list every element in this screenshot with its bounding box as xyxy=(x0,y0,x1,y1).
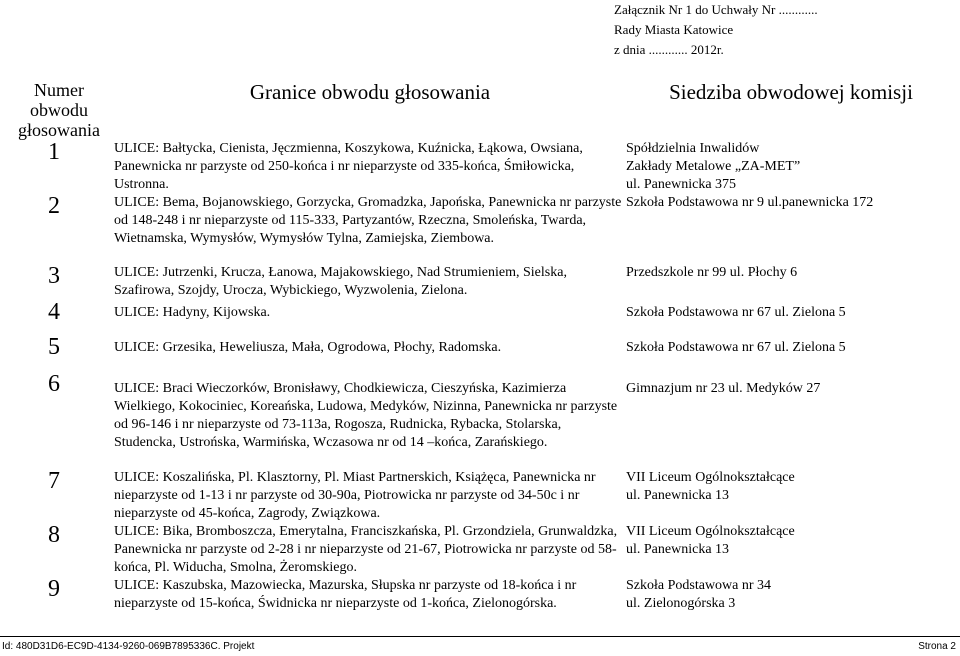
seat-line: Przedszkole nr 99 ul. Płochy 6 xyxy=(626,265,798,280)
commission-seat xyxy=(626,577,956,631)
seat-line: ul. Panewnicka 13 xyxy=(626,488,730,503)
district-number: 8 xyxy=(48,522,60,548)
district-boundaries: ULICE: Jutrzenki, Krucza, Łanowa, Majakowskiego, Nad Strumieniem, Sielska, Szafirowa, Szojdy, Urocza, Wybickiego, Wyzwolenia, Zielona. xyxy=(114,265,567,298)
seat-line: Zakłady Metalowe „ZA-MET” xyxy=(626,159,801,174)
commission-seat xyxy=(626,523,956,577)
seat-line: Gimnazjum nr 23 ul. Medyków 27 xyxy=(626,381,821,396)
attachment-line-3: z dnia ............ 2012r. xyxy=(614,42,724,57)
commission-seat xyxy=(626,469,956,523)
table-row xyxy=(4,523,956,577)
table-header-row xyxy=(4,80,956,140)
district-boundaries: ULICE: Bika, Bromboszcza, Emerytalna, Franciszkańska, Pl. Grzondziela, Grunwaldzka, Panewnicka nr parzyste od 2-28 i nr nieparzyste od 21-67, Piotrowicka nr parzyste od 58-końca, Pl. Widucha, Smolna, Żeromskiego. xyxy=(114,524,618,575)
district-boundaries: ULICE: Bałtycka, Cienista, Jęczmienna, Koszykowa, Kuźnicka, Łąkowa, Owsiana, Panewnicka nr parzyste od 250-końca i nr nieparzyste od 335-końca, Śmiłowicka, Ustronna. xyxy=(114,141,583,192)
district-number: 7 xyxy=(48,468,60,494)
header-district-number: Numer obwodu głosowania xyxy=(18,80,100,140)
district-number: 4 xyxy=(48,299,60,325)
document-id: Id: 480D31D6-EC9D-4134-9260-069B7895336C. Projekt xyxy=(2,641,255,652)
attachment-line-2: Rady Miasta Katowice xyxy=(614,22,734,37)
seat-line: VII Liceum Ogólnokształcące xyxy=(626,524,795,539)
header-district-boundaries: Granice obwodu głosowania xyxy=(249,80,491,104)
footer-divider xyxy=(0,636,960,637)
seat-line: ul. Zielonogórska 3 xyxy=(626,596,736,611)
table-row xyxy=(4,372,956,469)
district-number: 9 xyxy=(48,576,60,602)
districts-table xyxy=(4,80,956,631)
page-number: Strona 2 xyxy=(918,641,956,652)
district-boundaries: ULICE: Koszalińska, Pl. Klasztorny, Pl. Miast Partnerskich, Książęca, Panewnicka nr nieparzyste od 1-13 i nr parzyste od 30-90a, Piotrowicka nr parzyste od 34-50c i nr nieparzyste od 45-końca, Zagrody, Związkowa. xyxy=(114,470,596,521)
commission-seat xyxy=(626,300,956,335)
district-number: 2 xyxy=(48,193,60,219)
commission-seat xyxy=(626,335,956,372)
district-boundaries: ULICE: Bema, Bojanowskiego, Gorzycka, Gromadzka, Japońska, Panewnicka nr parzyste od 148-248 i nr nieparzyste od 115-333, Partyzantów, Rzeczna, Smoleńska, Twarda, Wietnamska, Wymysłów, Wymysłów Tylna, Zamiejska, Ziembowa. xyxy=(114,195,622,246)
district-number: 1 xyxy=(48,139,60,165)
table-row xyxy=(4,140,956,194)
table-row xyxy=(4,300,956,335)
attachment-note xyxy=(614,0,934,60)
district-boundaries: ULICE: Braci Wieczorków, Bronisławy, Chodkiewicza, Cieszyńska, Kazimierza Wielkiego, Kokociniec, Koreańska, Ludowa, Medyków, Nizinna, Panewnicka nr parzyste od 96-146 i nr nieparzyste od 73-113a, Rogosza, Rudnicka, Rybacka, Stolarska, Studencka, Ustrońska, Warmińska, Wczasowa nr od 14 –końca, Zarańskiego. xyxy=(114,381,618,450)
seat-line: Szkoła Podstawowa nr 67 ul. Zielona 5 xyxy=(626,305,846,320)
district-boundaries: ULICE: Grzesika, Heweliusza, Mała, Ogrodowa, Płochy, Radomska. xyxy=(114,340,502,355)
commission-seat xyxy=(626,372,956,469)
table-row xyxy=(4,469,956,523)
district-number: 6 xyxy=(48,371,60,397)
seat-line: Szkoła Podstawowa nr 9 ul.panewnicka 172 xyxy=(626,195,874,210)
seat-line: Spółdzielnia Inwalidów xyxy=(626,141,760,156)
seat-line: Szkoła Podstawowa nr 34 xyxy=(626,578,772,593)
district-boundaries: ULICE: Kaszubska, Mazowiecka, Mazurska, Słupska nr parzyste od 18-końca i nr nieparzyste od 15-końca, Świdnicka nr nieparzyste od 1-końca, Zielonogórska. xyxy=(114,578,577,611)
district-number: 3 xyxy=(48,263,60,289)
seat-line: VII Liceum Ogólnokształcące xyxy=(626,470,795,485)
seat-line: ul. Panewnicka 375 xyxy=(626,177,737,192)
district-boundaries: ULICE: Hadyny, Kijowska. xyxy=(114,305,271,320)
table-row xyxy=(4,194,956,264)
commission-seat xyxy=(626,264,956,300)
table-row xyxy=(4,264,956,300)
commission-seat xyxy=(626,194,956,264)
seat-line: ul. Panewnicka 13 xyxy=(626,542,730,557)
header-commission-seat: Siedziba obwodowej komisji xyxy=(669,80,913,104)
attachment-line-1: Załącznik Nr 1 do Uchwały Nr ............ xyxy=(614,2,818,17)
table-row xyxy=(4,335,956,372)
district-number: 5 xyxy=(48,334,60,360)
seat-line: Szkoła Podstawowa nr 67 ul. Zielona 5 xyxy=(626,340,846,355)
commission-seat xyxy=(626,140,956,194)
table-row xyxy=(4,577,956,631)
